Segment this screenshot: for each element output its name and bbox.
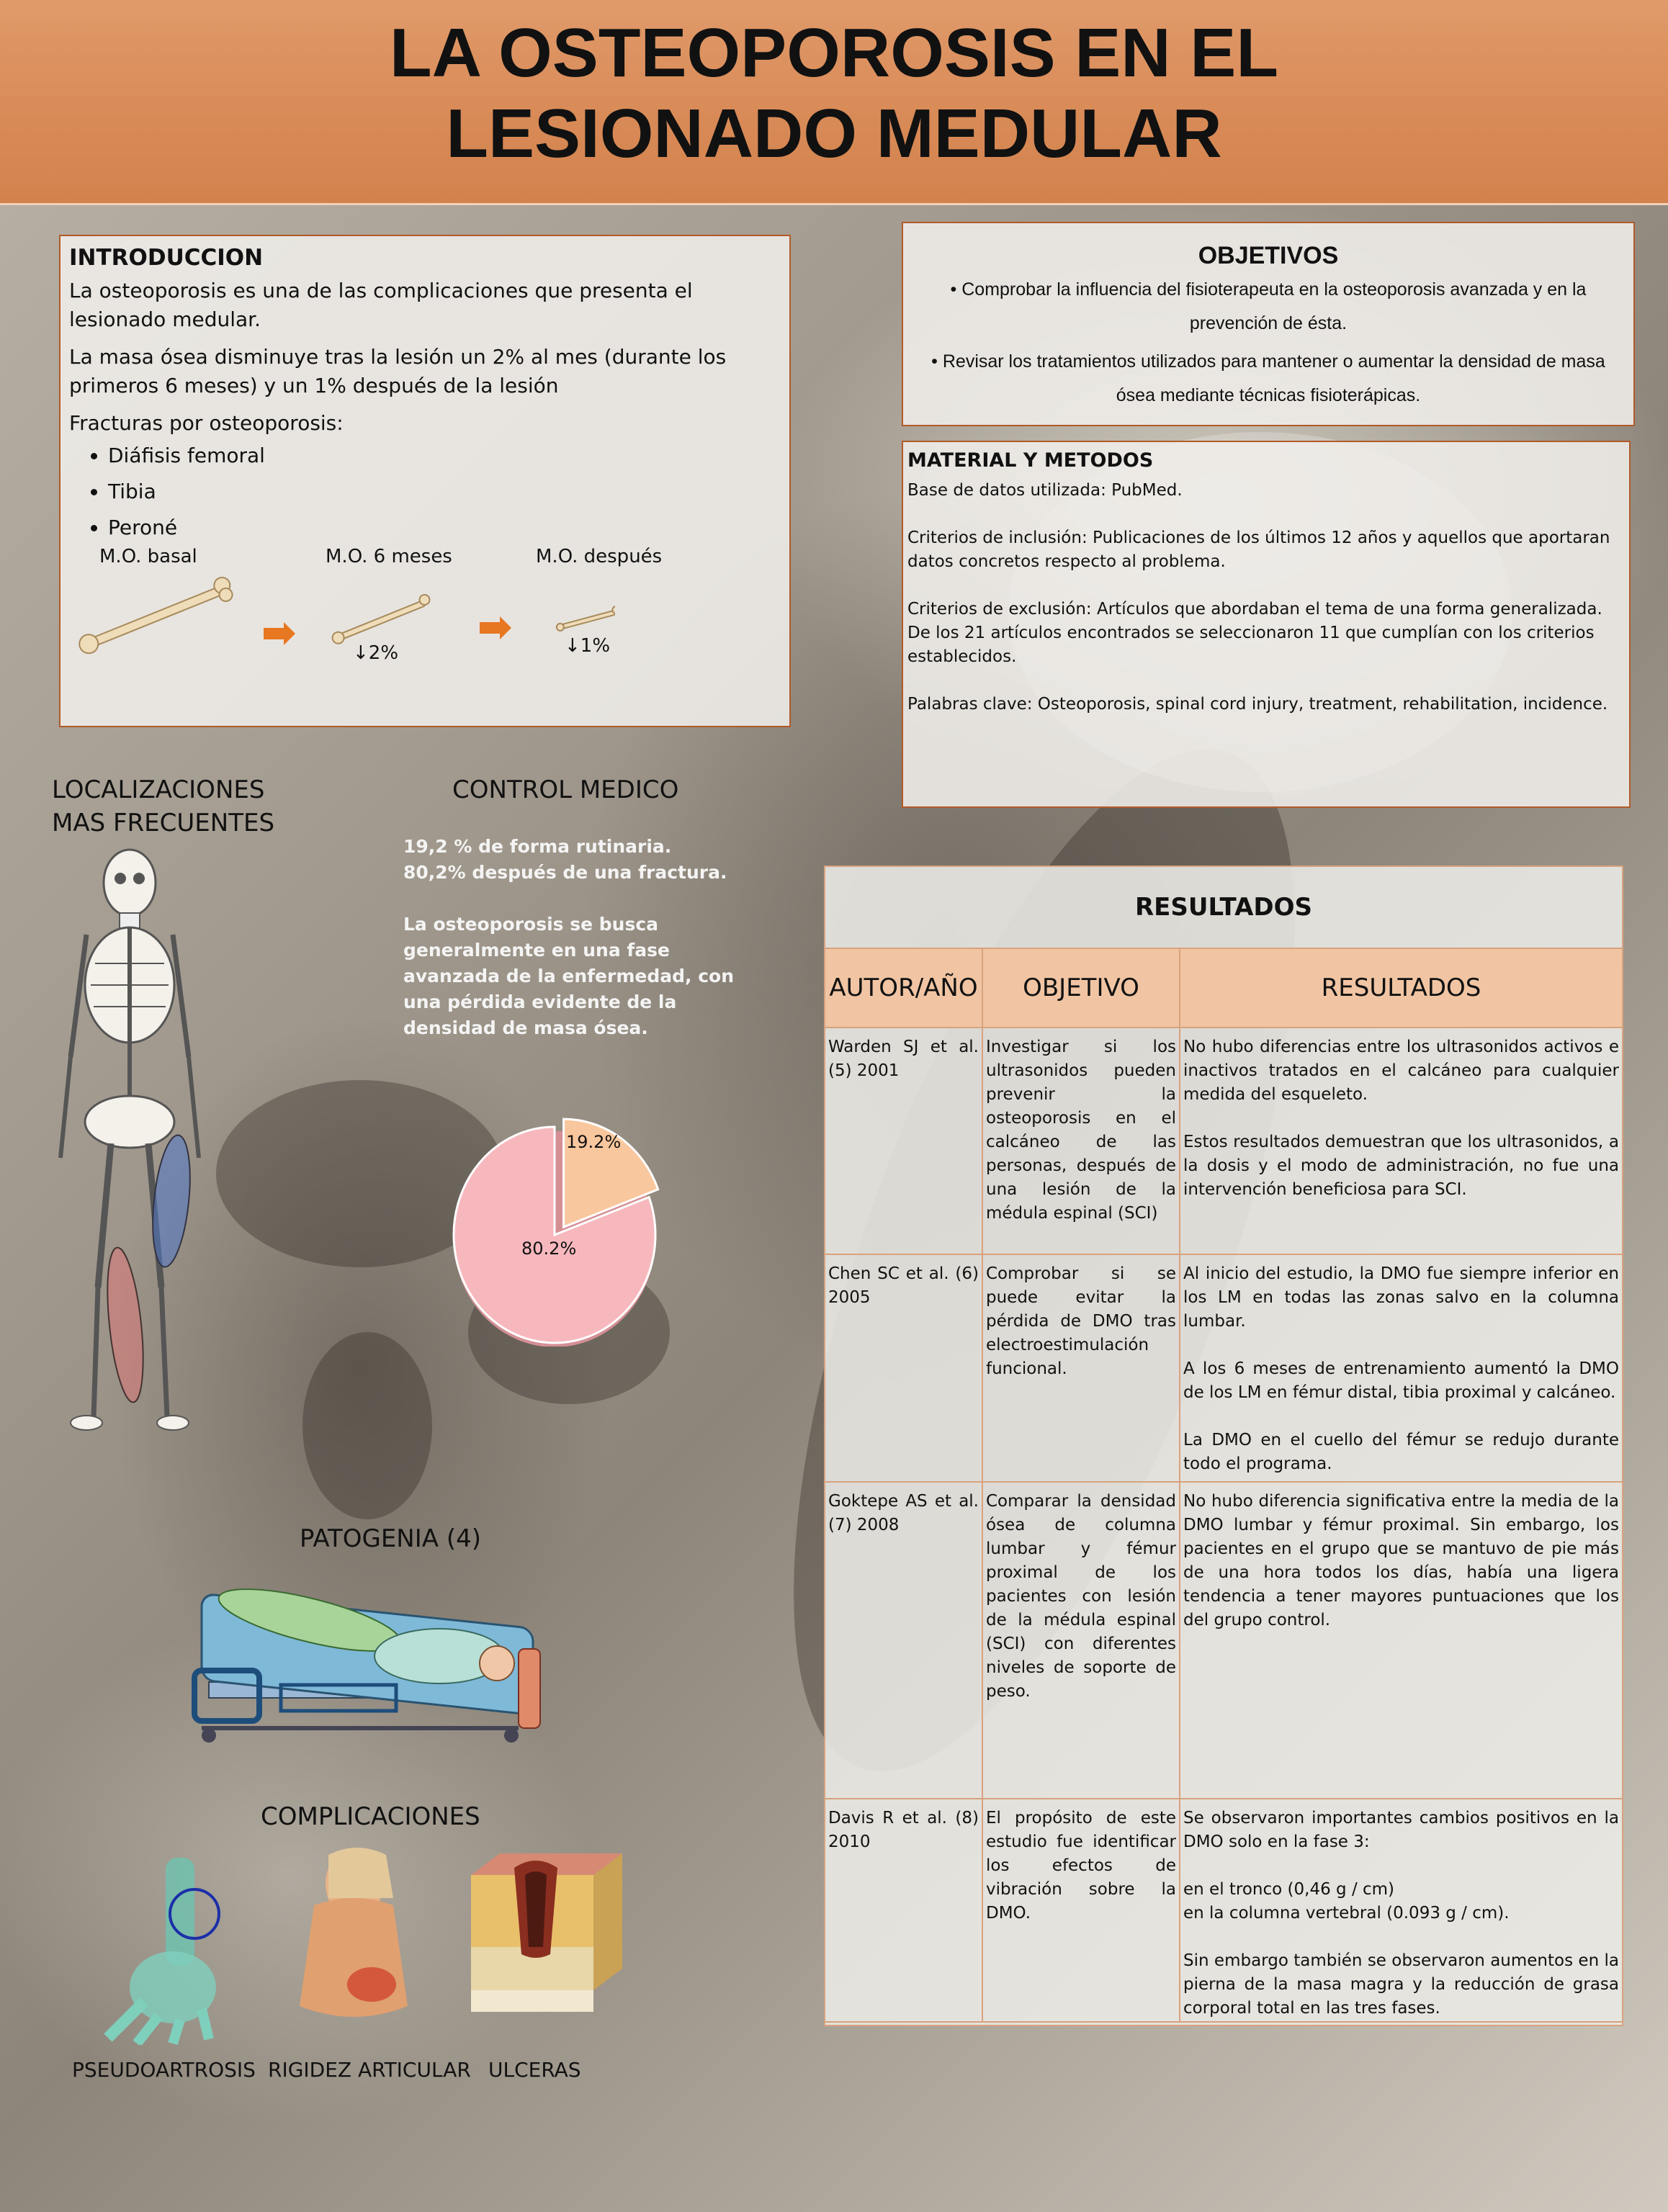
material-metodos-panel xyxy=(902,441,1631,808)
skeleton-illustration xyxy=(50,841,216,1446)
localizaciones-heading xyxy=(52,773,274,840)
objetivo-item: • Revisar los tratamientos utilizados para mantener o aumentar la densidad de masa ósea mediante técnicas fisioterápicas. xyxy=(931,351,1605,405)
table-header-row xyxy=(825,949,1622,1028)
title-line-1: LA OSTEOPOROSIS EN EL xyxy=(390,14,1278,91)
results-cell xyxy=(1180,1254,1622,1482)
loss-1-percent: ↓1% xyxy=(565,635,611,657)
result-paragraph: A los 6 meses de entrenamiento aumentó la DMO de los LM en fémur distal, tibia proximal y calcáneo. xyxy=(1183,1359,1619,1402)
rigidez-articular-illustration xyxy=(285,1840,422,2028)
result-paragraph: Sin embargo también se observaron aumentos en la pierna de la masa magra y la reducción de grasa corporal total en las tres fases. xyxy=(1183,1951,1619,2018)
table-row xyxy=(825,1799,1622,2022)
title-banner xyxy=(0,0,1668,205)
pie-slice-label: 80.2% xyxy=(521,1238,577,1259)
control-line: 80,2% después de una fractura. xyxy=(403,862,727,883)
table-row xyxy=(825,1028,1622,1254)
pseudoartrosis-xray-illustration xyxy=(101,1851,245,2045)
mo-despues-label: M.O. después xyxy=(536,546,663,567)
resultados-panel xyxy=(824,866,1623,2026)
author-cell: Warden SJ et al. (5) 2001 xyxy=(825,1028,982,1254)
objetivos-heading: OBJETIVOS xyxy=(1198,242,1339,269)
poster-title xyxy=(0,13,1668,174)
author-cell: Chen SC et al. (6) 2005 xyxy=(825,1254,982,1482)
list-item: • Peroné xyxy=(108,510,781,546)
arrow-right-icon xyxy=(264,622,295,645)
material-paragraph: Base de datos utilizada: PubMed. xyxy=(907,481,1183,500)
ulceras-skin-illustration xyxy=(464,1846,629,2026)
result-paragraph: Se observaron importantes cambios positivos en la DMO solo en la fase 3: xyxy=(1183,1809,1619,1851)
title-line-2: LESIONADO MEDULAR xyxy=(446,95,1222,172)
complicacion-label-ulceras: ULCERAS xyxy=(488,2058,581,2082)
fracture-list xyxy=(69,438,781,546)
result-paragraph: Al inicio del estudio, la DMO fue siempre inferior en los LM en todas las zonas salvo en la columna lumbar. xyxy=(1183,1264,1619,1331)
intro-paragraph: La masa ósea disminuye tras la lesión un 2% al mes (durante los primeros 6 meses) y un 1% después de la lesión xyxy=(69,345,727,397)
material-paragraph: Criterios de exclusión: Artículos que abordaban el tema de una forma generalizada. xyxy=(907,600,1602,619)
material-paragraph: Palabras clave: Osteoporosis, spinal cord injury, treatment, rehabilitation, incidence. xyxy=(907,695,1608,714)
femur-despues-icon xyxy=(555,606,615,631)
objetivos-panel xyxy=(902,222,1635,426)
intro-paragraph: La osteoporosis es una de las complicaciones que presenta el lesionado medular. xyxy=(69,279,693,331)
mo-basal-label: M.O. basal xyxy=(99,546,197,567)
result-paragraph: en el tronco (0,46 g / cm) en la columna vertebral (0.093 g / cm). xyxy=(1183,1880,1510,1923)
column-header: RESULTADOS xyxy=(1180,949,1622,1028)
objetivo-item: • Comprobar la influencia del fisioterapeuta en la osteoporosis avanzada y en la prevención de ésta. xyxy=(950,279,1587,333)
localizaciones-line-2: MAS FRECUENTES xyxy=(52,809,275,837)
control-medico-pie-chart xyxy=(447,1073,663,1346)
table-row xyxy=(825,1254,1622,1482)
intro-paragraph: Fracturas por osteoporosis: xyxy=(69,411,344,435)
complicaciones-heading: COMPLICACIONES xyxy=(261,1802,480,1831)
control-line: 19,2 % de forma rutinaria. xyxy=(403,836,672,857)
background-bone-hole xyxy=(302,1332,432,1519)
control-medico-heading: CONTROL MEDICO xyxy=(452,775,679,804)
column-header: AUTOR/AÑO xyxy=(825,949,982,1028)
resultados-title: RESULTADOS xyxy=(825,867,1622,949)
femur-6-meses-icon xyxy=(330,593,432,645)
list-item: • Tibia xyxy=(108,474,781,510)
localizaciones-line-1: LOCALIZACIONES xyxy=(52,775,265,804)
objective-cell: Comprobar si se puede evitar la pérdida de DMO tras electroestimulación funcional. xyxy=(982,1254,1180,1482)
loss-2-percent: ↓2% xyxy=(353,642,399,664)
control-medico-text xyxy=(403,834,749,1067)
pie-slice-label: 19.2% xyxy=(566,1132,622,1152)
results-cell xyxy=(1180,1799,1622,2022)
complicacion-label-pseudoartrosis: PSEUDOARTROSIS xyxy=(72,2058,256,2082)
result-paragraph: No hubo diferencia significativa entre la media de la DMO lumbar y fémur proximal. Sin embargo, los pacientes en el grupo que se mantuvo de pie más de una hora todos los días, había una ligera tendencia a tener mayores puntuaciones que los del grupo control. xyxy=(1183,1492,1619,1629)
objective-cell: El propósito de este estudio fue identificar los efectos de vibración sobre la DMO. xyxy=(982,1799,1180,2022)
results-cell xyxy=(1180,1482,1622,1799)
hospital-bed-illustration xyxy=(180,1541,555,1743)
column-header: OBJETIVO xyxy=(982,949,1180,1028)
result-paragraph: La DMO en el cuello del fémur se redujo durante todo el programa. xyxy=(1183,1431,1619,1473)
control-paragraph: La osteoporosis se busca generalmente en una fase avanzada de la enfermedad, con una pérdida evidente de la densidad de masa ósea. xyxy=(403,914,734,1038)
material-paragraph: De los 21 artículos encontrados se seleccionaron 11 que cumplían con los criterios establecidos. xyxy=(907,624,1595,666)
mo-6-meses-label: M.O. 6 meses xyxy=(326,546,452,567)
result-paragraph: No hubo diferencias entre los ultrasonidos activos e inactivos tratados en el calcáneo para cualquier medida del esqueleto. xyxy=(1183,1038,1619,1104)
author-cell: Goktepe AS et al. (7) 2008 xyxy=(825,1482,982,1799)
material-heading: MATERIAL Y METODOS xyxy=(907,449,1154,472)
tibia-highlight xyxy=(102,1246,149,1403)
author-cell: Davis R et al. (8) 2010 xyxy=(825,1799,982,2022)
result-paragraph: Estos resultados demuestran que los ultrasonidos, a la dosis y el modo de administración, no fue una intervención beneficiosa para SCI. xyxy=(1183,1133,1619,1199)
table-row xyxy=(825,1482,1622,1799)
list-item: • Diáfisis femoral xyxy=(108,438,781,474)
femur-highlight xyxy=(148,1133,196,1269)
intro-heading: INTRODUCCION xyxy=(69,245,264,271)
resultados-table xyxy=(825,949,1622,2023)
complicacion-label-rigidez: RIGIDEZ ARTICULAR xyxy=(268,2058,471,2082)
arrow-right-icon xyxy=(480,616,511,639)
objective-cell: Investigar si los ultrasonidos pueden prevenir la osteoporosis en el calcáneo de las personas, después de una lesión de la médula espinal (SCI) xyxy=(982,1028,1180,1254)
bone-sequence-illustration xyxy=(68,567,615,675)
material-paragraph: Criterios de inclusión: Publicaciones de los últimos 12 años y aquellos que aportaran datos concretos respecto al problema. xyxy=(907,529,1610,571)
patogenia-heading: PATOGENIA (4) xyxy=(300,1524,481,1553)
introduccion-panel xyxy=(59,235,791,727)
femur-basal-icon xyxy=(76,575,236,659)
results-cell xyxy=(1180,1028,1622,1254)
objective-cell: Comparar la densidad ósea de columna lumbar y fémur proximal de los pacientes con lesión de la médula espinal (SCI) con diferentes niveles de soporte de peso. xyxy=(982,1482,1180,1799)
